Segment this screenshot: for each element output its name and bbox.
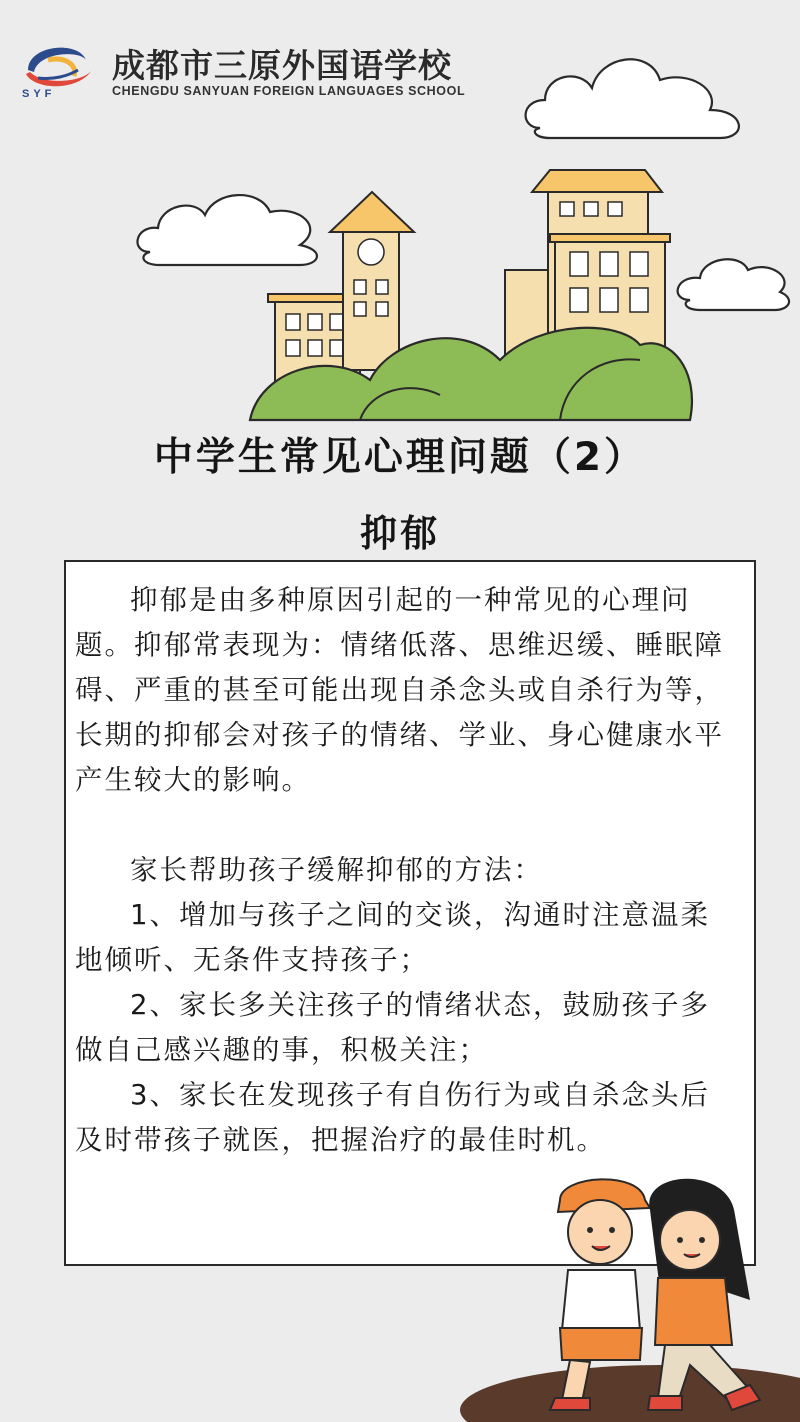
- method-item: 2、家长多关注孩子的情绪状态，鼓励孩子多做自己感兴趣的事，积极关注；: [75, 989, 710, 1066]
- school-name-cn: 成都市三原外国语学校: [112, 46, 452, 85]
- walking-kids-illustration: [450, 1170, 800, 1422]
- method-item: 1、增加与孩子之间的交谈，沟通时注意温柔地倾听、无条件支持孩子；: [75, 899, 710, 976]
- methods-heading: 家长帮助孩子缓解抑郁的方法：: [130, 854, 543, 886]
- cloud-icon: [138, 195, 317, 265]
- intro-paragraph: 抑郁是由多种原因引起的一种常见的心理问题。抑郁常表现为：情绪低落、思维迟缓、睡眠障碍、严重的甚至可能出现自杀念头或自杀行为等，长期的抑郁会对孩子的情绪、学业、身心健康水平产生较大的影响。: [75, 584, 724, 796]
- cloud-icon: [526, 59, 739, 138]
- paragraph-gap: [75, 803, 739, 848]
- method-item: 3、家长在发现孩子有自伤行为或自杀念头后及时带孩子就医，把握治疗的最佳时机。: [75, 1079, 710, 1156]
- page-subtitle: 抑郁: [360, 512, 440, 555]
- page-title: 中学生常见心理问题（2）: [153, 435, 647, 480]
- cloud-icon: [678, 259, 789, 310]
- school-buildings-illustration: [0, 0, 800, 430]
- content-panel: [64, 560, 756, 1266]
- school-name-en: CHENGDU SANYUAN FOREIGN LANGUAGES SCHOOL: [112, 84, 466, 98]
- logo-abbreviation: SYF: [22, 88, 56, 100]
- content-text: [75, 578, 739, 1163]
